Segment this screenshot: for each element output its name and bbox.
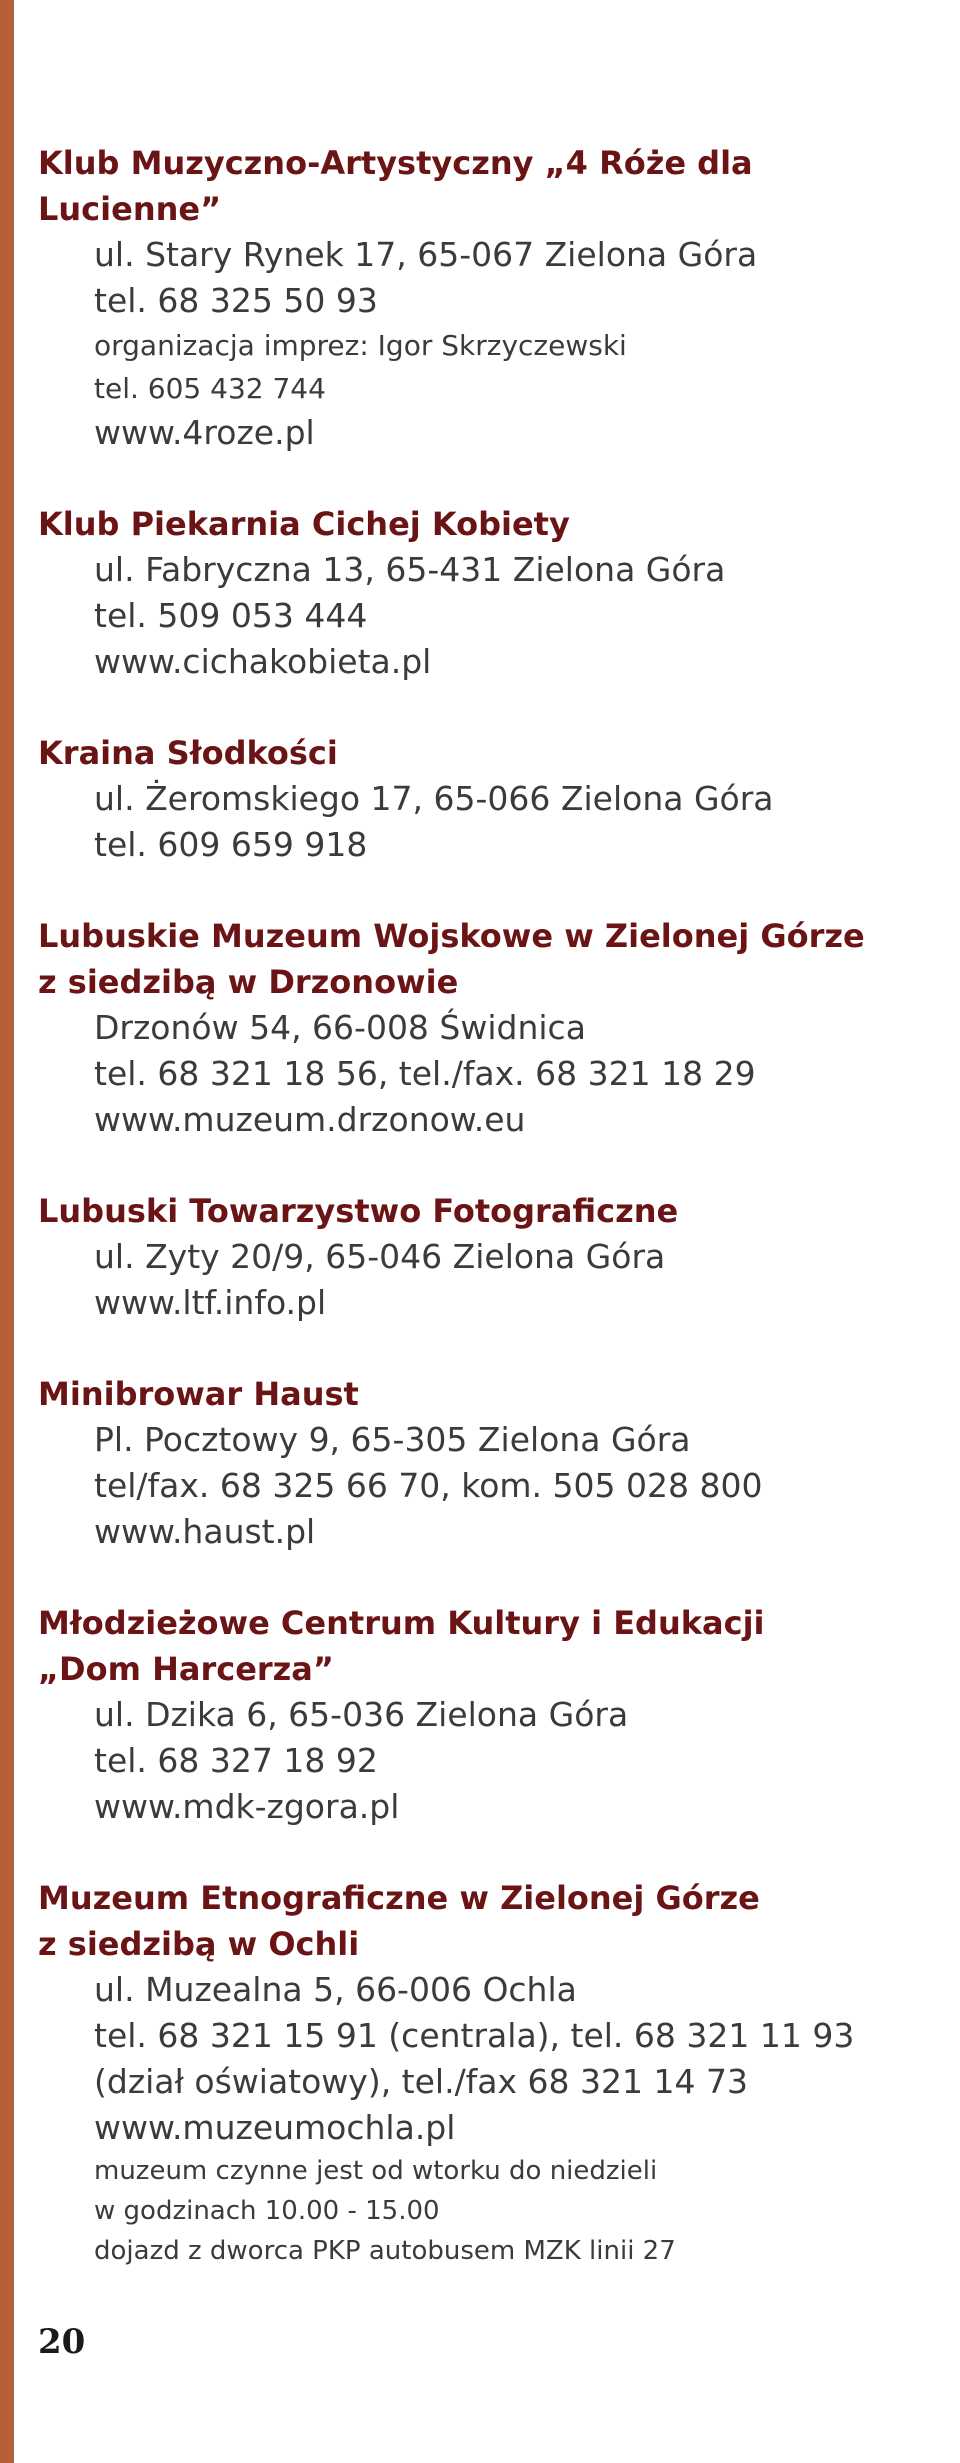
entry-line: w godzinach 10.00 - 15.00 <box>94 2196 440 2226</box>
entry-phone: tel. 605 432 744 <box>94 372 326 405</box>
entry-title: z siedzibą w Drzonowie <box>38 963 459 1001</box>
entry-title: Muzeum Etnograficzne w Zielonej Górze <box>38 1879 760 1917</box>
entry-title: Minibrowar Haust <box>38 1375 359 1413</box>
entry-title: Kraina Słodkości <box>38 734 338 772</box>
entry-address: Pl. Pocztowy 9, 65-305 Zielona Góra <box>94 1420 691 1459</box>
directory-entry <box>38 1600 938 1830</box>
directory-entry <box>38 501 938 685</box>
entry-address: ul. Fabryczna 13, 65-431 Zielona Góra <box>94 550 726 589</box>
entry-title: „Dom Harcerza” <box>38 1650 334 1688</box>
entry-title: Klub Muzyczno-Artystyczny „4 Róże dla Lucienne” <box>38 144 753 228</box>
entry-title: z siedzibą w Ochli <box>38 1925 360 1963</box>
entry-title: Młodzieżowe Centrum Kultury i Edukacji <box>38 1604 765 1642</box>
entry-website: www.mdk-zgora.pl <box>94 1787 400 1826</box>
directory-content <box>38 140 938 2316</box>
directory-entry <box>38 1875 938 2271</box>
entry-website: www.cichakobieta.pl <box>94 642 432 681</box>
entry-phone: tel. 609 659 918 <box>94 825 368 864</box>
entry-line: dojazd z dworca PKP autobusem MZK linii 27 <box>94 2236 676 2266</box>
page-side-bar <box>0 0 14 2463</box>
entry-phone: tel. 68 321 18 56, tel./fax. 68 321 18 29 <box>94 1054 756 1093</box>
entry-address: ul. Zyty 20/9, 65-046 Zielona Góra <box>94 1237 666 1276</box>
page-number: 20 <box>38 2322 86 2362</box>
directory-entry <box>38 730 938 868</box>
entry-line: organizacja imprez: Igor Skrzyczewski <box>94 329 627 362</box>
entry-address: ul. Stary Rynek 17, 65-067 Zielona Góra <box>94 235 758 274</box>
entry-address: Drzonów 54, 66-008 Świdnica <box>94 1008 586 1047</box>
entry-website: www.muzeumochla.pl <box>94 2108 456 2147</box>
entry-title: Klub Piekarnia Cichej Kobiety <box>38 505 570 543</box>
entry-phone: tel. 68 321 15 91 (centrala), tel. 68 321 11 93 <box>94 2016 855 2055</box>
entry-title: Lubuskie Muzeum Wojskowe w Zielonej Górze <box>38 917 865 955</box>
directory-entry <box>38 1371 938 1555</box>
entry-website: www.muzeum.drzonow.eu <box>94 1100 526 1139</box>
entry-line: muzeum czynne jest od wtorku do niedzieli <box>94 2156 658 2186</box>
directory-entry <box>38 140 938 456</box>
directory-entry <box>38 913 938 1143</box>
entry-website: www.ltf.info.pl <box>94 1283 327 1322</box>
entry-phone: tel. 68 327 18 92 <box>94 1741 378 1780</box>
entry-address: ul. Dzika 6, 65-036 Zielona Góra <box>94 1695 629 1734</box>
entry-title: Lubuski Towarzystwo Fotograficzne <box>38 1192 679 1230</box>
entry-address: ul. Żeromskiego 17, 65-066 Zielona Góra <box>94 779 774 818</box>
entry-phone: tel. 68 325 50 93 <box>94 281 378 320</box>
entry-website: www.4roze.pl <box>94 413 315 452</box>
entry-line: (dział oświatowy), tel./fax 68 321 14 73 <box>94 2062 748 2101</box>
entry-address: ul. Muzealna 5, 66-006 Ochla <box>94 1970 577 2009</box>
entry-website: www.haust.pl <box>94 1512 316 1551</box>
entry-phone: tel/fax. 68 325 66 70, kom. 505 028 800 <box>94 1466 763 1505</box>
directory-entry <box>38 1188 938 1326</box>
entry-phone: tel. 509 053 444 <box>94 596 368 635</box>
